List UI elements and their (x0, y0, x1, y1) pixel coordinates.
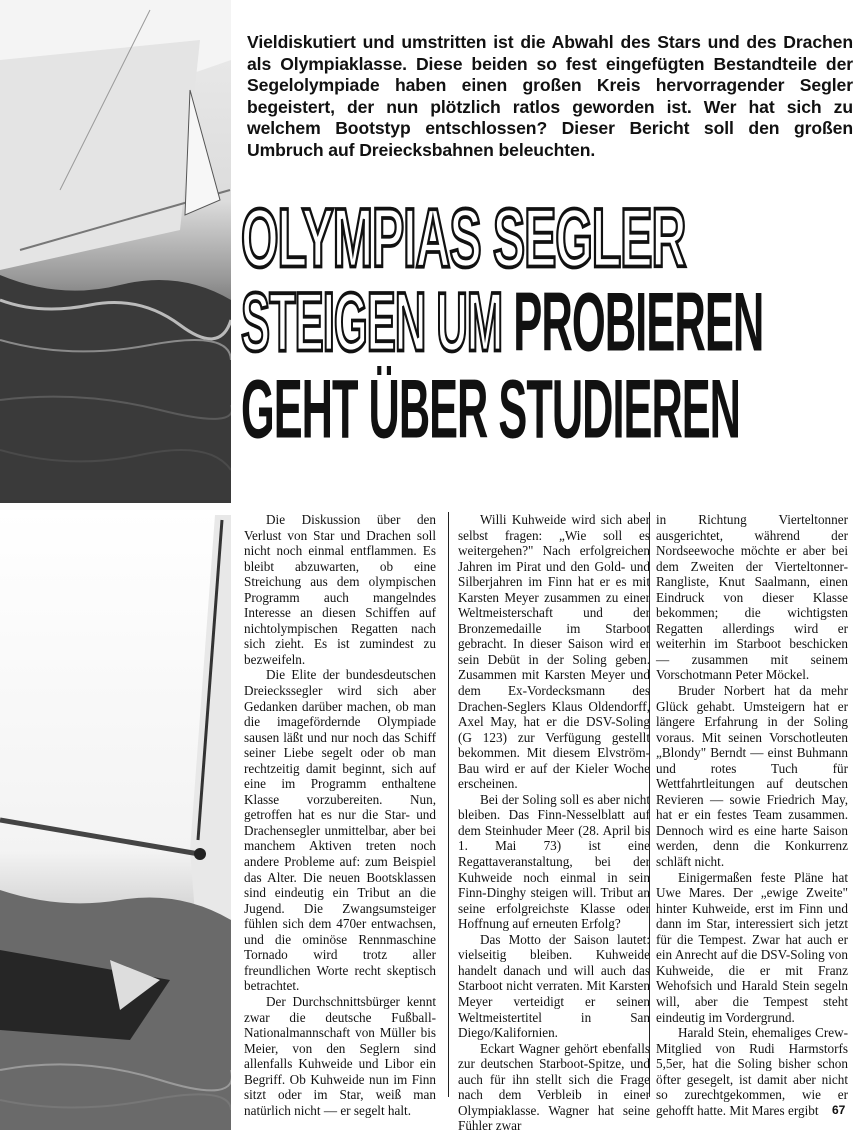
paragraph: Harald Stein, ehemaliges Crew-Mitglied von Rudi Harmstorfs 5,5er, hat die Soling bisher schon öfter gesegelt, ist damit aber nicht so zurechtgekommen, wie er gehofft hatte. Mit Mares ergibt (656, 1025, 848, 1118)
photo-sailing-boat-bottom (0, 510, 231, 1130)
paragraph: in Richtung Vierteltonner ausgerichtet, während der Nordseewoche möchte er aber bei dem Zweiten der Vierteltonner-Rangliste, Knut Saalmann, einen Eindruck von dieser Klasse bekommen; die wichtigsten Regatten allerdings wird er weiterhin im Starboot beschicken — zusammen mit seinem Vorschotmann Peter Möckel. (656, 512, 848, 683)
headline-line-1: OLYMPIAS SEGLER (241, 192, 686, 286)
paragraph: Willi Kuhweide wird sich aber selbst fragen: „Wie soll es weitergehen?" Nach erfolgreichen Jahren im Pirat und den Gold- und Silberjahren im Finn hat er es mit Karsten Meyer zusammen zu einer Weltmeisterschaft und der Bronzemedaille im Starboot gebracht. In dieser Saison wird er sein Debüt in der Soling geben. Zusammen mit Karsten Meyer und dem Ex-Vordecksmann des Drachen-Seglers Klaus Oldendorff, Axel May, hat er die DSV-Soling (G 123) zur Verfügung gestellt bekommen. Mit diesem Elvström-Bau wird er auf der Kieler Woche erscheinen. (458, 512, 650, 792)
paragraph: Eckart Wagner gehört ebenfalls zur deutschen Starboot-Spitze, und auch für ihn stellt sich die Frage nach dem Verbleib in einer Olympiaklasse. Wagner hat seine Fühler zwar (458, 1040, 650, 1134)
paragraph: Das Motto der Saison lautet: vielseitig bleiben. Kuhweide handelt danach und will auch das Starboot nicht verraten. Mit Karsten Meyer verteidigt er seinen Weltmeistertitel in San Diego/Kalifornien. (458, 931, 650, 1041)
headline-line-2 (241, 276, 850, 370)
paragraph: Der Durchschnittsbürger kennt zwar die deutsche Fußball-Nationalmannschaft von Müller bis Meier, von den Seglern sind allenfalls Kuhweide und Libor ein Begriff. Ob Kuhweide nun im Finn sitzt oder im Star, weiß man natürlich nicht — er segelt halt. (244, 993, 436, 1118)
column-divider (649, 512, 650, 1097)
headline-probieren: PROBIEREN (513, 276, 764, 370)
paragraph: Die Elite der bundesdeutschen Dreieckssegler wird sich aber Gedanken darüber machen, ob man die imagefördernde Olympiade sausen läßt und nur noch das Schiff seiner Liebe segelt oder ob man rechtzeitig damit beginnt, sich auf eine im Programm enthaltene Klasse vorzubereiten. Nun, getroffen hat es nur die Star- und Drachensegler unmittelbar, aber bei manchem Aktiven treten noch andere Probleme auf: zum Beispiel das Alter. Die neuen Bootsklassen sind eindeutig ein Tribut an die Jugend. Die Zwangsumsteiger fühlen sich dem 470er entwachsen, und die ominöse Rennmaschine Tornado wird trotz aller freundlichen Worte recht skeptisch betrachtet. (244, 667, 436, 994)
article-column-2 (458, 512, 650, 1134)
sailboat-illustration-top (0, 0, 231, 503)
paragraph: Bruder Norbert hat da mehr Glück gehabt. Umsteigern hat er längere Erfahrung in der Soling voraus. Mit seinen Vorschotleuten „Blondy" Berndt — einst Buhmann und rotes Tuch für Wettfahrtleitungen auf deutschen Revieren — sowie Friedrich May, hat er ein festes Team zusammen. Dennoch wird es eine harte Saison werden, denn die Konkurrenz schläft nicht. (656, 683, 848, 870)
article-column-3 (656, 512, 848, 1118)
paragraph: Einigermaßen feste Pläne hat Uwe Mares. Der „ewige Zweite" hinter Kuhweide, erst im Finn und dann im Star, interessiert sich jetzt für die Tempest. Zwar hat auch er ein Anrecht auf die DSV-Soling von Kuhweide, die er mit Franz Wehofsich und Harald Stein segeln will, aber die Tempest steht eindeutig im Vordergrund. (656, 869, 848, 1025)
page-number: 67 (832, 1103, 846, 1117)
sailboat-illustration-bottom (0, 510, 231, 1130)
headline-line-3: GEHT ÜBER STUDIEREN (241, 363, 740, 457)
photo-sailing-boat-top (0, 0, 231, 503)
paragraph: Die Diskussion über den Verlust von Star und Drachen soll nicht noch einmal entflammen. Es bleibt abzuwarten, ob eine Streichung aus dem olympischen Programm auch mangelndes Interesse an diesen Schiffen auf nichtolympischen Regatten nach sich zieht. Es ist zumindest zu bezweifeln. (244, 512, 436, 667)
column-divider (448, 512, 449, 1097)
article-column-1 (244, 512, 436, 1118)
paragraph: Bei der Soling soll es aber nicht bleiben. Das Finn-Nesselblatt auf dem Steinhuder Meer (28. April bis 1. Mai 73) ist eine Regattaveranstaltung, bei der Kuhweide noch einmal in sein Finn-Dinghy steigen will. Tribut an seine erfolgreichste Klasse oder Hoffnung auf erneuten Erfolg? (458, 791, 650, 932)
headline-steigen-um: STEIGEN UM (241, 276, 503, 370)
intro-paragraph: Vieldiskutiert und umstritten ist die Abwahl des Stars und des Drachen als Olympiaklasse. Diese beiden so fest eingefügten Bestandteile der Segelolympiade haben einen großen Kreis hervorragender Segler begeistert, der nun plötzlich ratlos geworden ist. Wer hat sich zu welchem Bootstyp entschlossen? Dieser Bericht soll den großen Umbruch auf Dreiecksbahnen beleuchten. (247, 32, 853, 160)
